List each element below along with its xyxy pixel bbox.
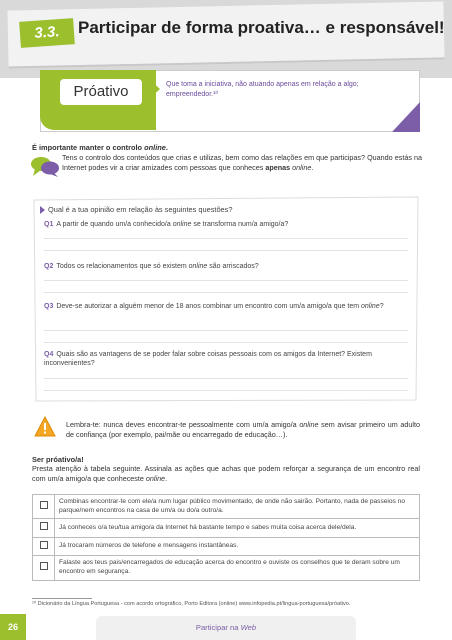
warning-icon [34, 416, 56, 438]
definition-word: Próativo [60, 79, 142, 105]
questions-heading: Qual é a tua opinião em relação às seguintes questões? [48, 205, 233, 214]
section-number: 3.3. [19, 18, 75, 48]
warning-text: Lembra-te: nunca deves encontrar-te pessoalmente com um/a amigo/a online sem avisar primeiro um adulto de confiança (por exemplo, pai/mãe ou encarregado de educação…). [66, 420, 421, 439]
triangle-bullet-icon [40, 206, 45, 214]
proactive-heading: Ser próativo/a! [32, 455, 84, 464]
answer-line [44, 280, 408, 281]
table-cell: Já trocaram números de telefone e mensagens instantâneas. [55, 537, 420, 556]
answer-line [44, 238, 408, 239]
answer-line [44, 292, 408, 293]
table-row [33, 537, 420, 556]
footer-label: Participar na Web [96, 616, 356, 640]
answer-line [44, 378, 408, 379]
table-row [33, 519, 420, 538]
table-cell: Combinas encontrar-te com ele/a num lugar público movimentado, de onde não sairão. Portanto, nada de passeios no parque/nem encontros na casa de um/a ou do/a outro/a. [55, 495, 420, 519]
question-item: Q2 Todos os relacionamentos que só existem online são arriscados? [44, 263, 259, 270]
question-item: Q3 Deve-se autorizar a alguém menor de 18 anos combinar um encontro com um/a amigo/a que tem online? [44, 303, 384, 310]
important-heading: É importante manter o controlo online. [32, 143, 168, 152]
table-row [33, 495, 420, 519]
footnote-divider [32, 598, 92, 599]
arrow-right-icon [150, 80, 160, 98]
checkbox[interactable] [40, 562, 48, 570]
answer-line [44, 390, 408, 391]
table-cell: Já conheces o/a teu/tua amigo/a da Internet há bastante tempo e sabes muita coisa acerca dele/dela. [55, 519, 420, 538]
answer-line [44, 330, 408, 331]
important-paragraph: Tens o controlo dos conteúdos que crias e utilizas, bem como das relações em que participas? Quando estás na Internet podes vir a criar amizades com pessoas que conheces apenas online. [62, 153, 422, 172]
speech-bubbles-icon [30, 155, 60, 177]
question-item: Q1 A partir de quando um/a conhecido/a online se transforma num/a amigo/a? [44, 221, 289, 228]
answer-line [44, 250, 408, 251]
checkbox[interactable] [40, 501, 48, 509]
section-title: Participar de forma proativa… e responsável! [78, 18, 445, 37]
question-item: Q4 Quais são as vantagens de se poder falar sobre coisas pessoais com os amigos da Internet? Existem inconvenientes? [44, 351, 372, 368]
actions-table [32, 494, 420, 581]
definition-text: Que toma a iniciativa, não atuando apenas em relação a algo; empreendedor.¹⁰ [166, 81, 359, 98]
table-row [33, 556, 420, 580]
page-number: 26 [0, 614, 26, 640]
checkbox[interactable] [40, 541, 48, 549]
answer-line [44, 342, 408, 343]
checkbox[interactable] [40, 522, 48, 530]
footnote: ¹⁰ Dicionário da Língua Portuguesa - com acordo ortográfico, Porto Editora (online) www.infopedia.pt/lingua-portuguesa/próativo. [32, 601, 351, 607]
proactive-paragraph: Presta atenção à tabela seguinte. Assinala as ações que achas que podem reforçar a segurança de um encontro real com um/a amigo/a que conheceste online. [32, 464, 420, 483]
table-cell: Falaste aos teus pais/encarregados de educação acerca do encontro e ouviste os conselhos que te deram sobre um encontro em segurança. [55, 556, 420, 580]
